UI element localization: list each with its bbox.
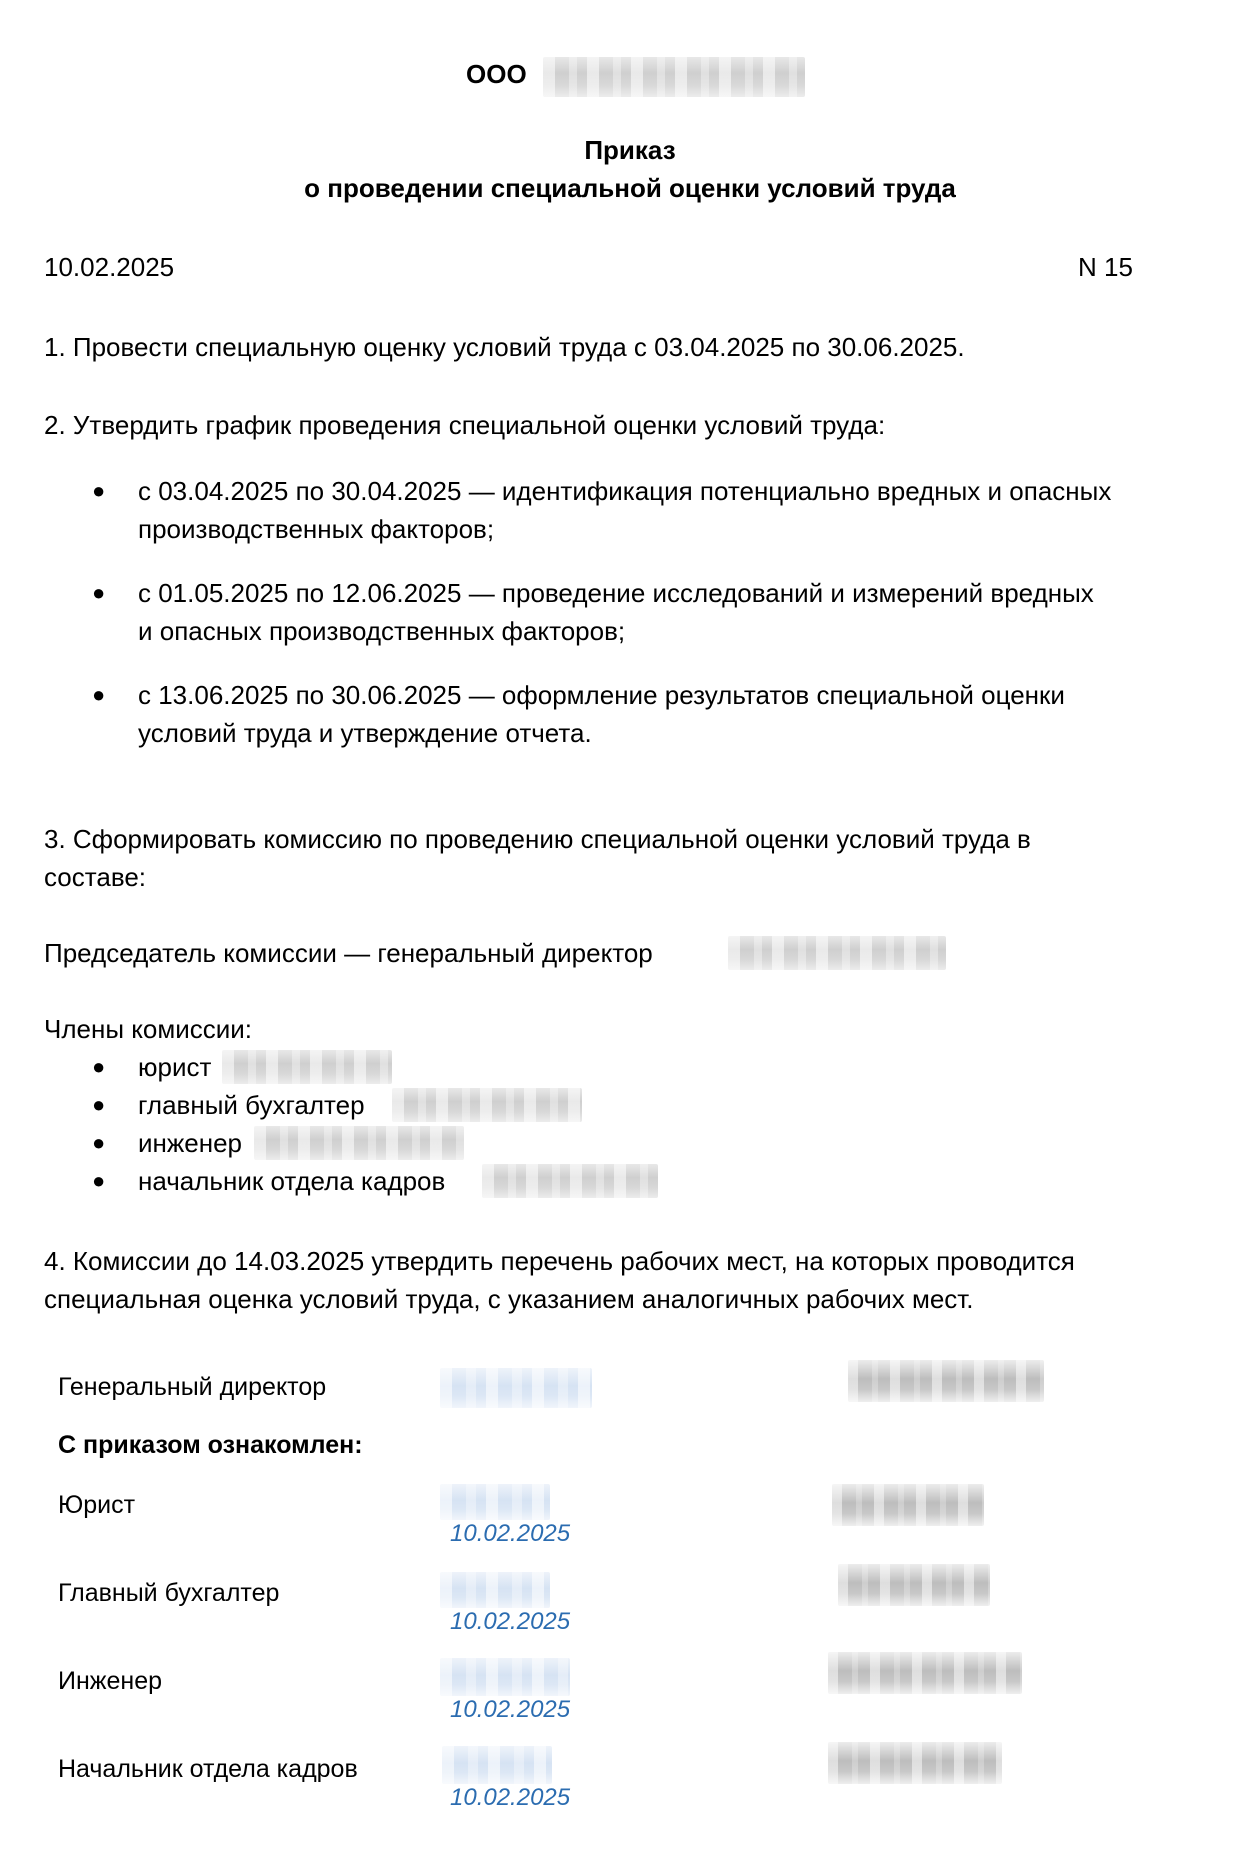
redacted-member-name [392, 1088, 582, 1122]
schedule-item-line1: с 01.05.2025 по 12.06.2025 — проведение исследований и измерений вредных [138, 578, 1094, 608]
schedule-item-line1: с 13.06.2025 по 30.06.2025 — оформление результатов специальной оценки [138, 680, 1065, 710]
director-signature [440, 1368, 592, 1408]
item-3-line2: составе: [44, 862, 147, 892]
bullet-icon: ● [92, 682, 106, 707]
document-number: N 15 [1078, 252, 1133, 282]
signature-role: Юрист [58, 1491, 136, 1519]
member-role: инженер [138, 1128, 243, 1158]
schedule-item-line1: с 03.04.2025 по 30.04.2025 — идентификация потенциально вредных и опасных [138, 476, 1112, 506]
bullet-icon: ● [92, 1092, 106, 1117]
members-label: Члены комиссии: [44, 1014, 253, 1044]
acquainted-label: С приказом ознакомлен: [58, 1431, 363, 1459]
member-role: начальник отдела кадров [138, 1166, 446, 1196]
member-role: юрист [138, 1052, 212, 1082]
item-4-line2: специальная оценка условий труда, с указанием аналогичных рабочих мест. [44, 1284, 974, 1314]
redacted-chairman-name [728, 936, 946, 970]
redacted-signer-name [832, 1484, 984, 1526]
redacted-member-name [222, 1050, 392, 1084]
bullet-icon: ● [92, 580, 106, 605]
redacted-signer-name [828, 1652, 1022, 1694]
signature-date: 10.02.2025 [450, 1784, 571, 1811]
director-label: Генеральный директор [58, 1373, 327, 1401]
signature-date: 10.02.2025 [450, 1608, 571, 1635]
bullet-icon: ● [92, 1168, 106, 1193]
item-2: 2. Утвердить график проведения специальной оценки условий труда: [44, 410, 886, 440]
signature-role: Главный бухгалтер [58, 1579, 280, 1607]
document-subtitle: о проведении специальной оценки условий труда [304, 173, 956, 203]
item-1: 1. Провести специальную оценку условий труда с 03.04.2025 по 30.06.2025. [44, 332, 965, 362]
signature-mark [440, 1572, 550, 1608]
signature-date: 10.02.2025 [450, 1696, 571, 1723]
chairman-line: Председатель комиссии — генеральный директор [44, 938, 653, 968]
bullet-icon: ● [92, 1130, 106, 1155]
redacted-member-name [254, 1126, 464, 1160]
org-prefix: ООО [466, 59, 527, 89]
document-title: Приказ [584, 135, 676, 165]
item-4-line1: 4. Комиссии до 14.03.2025 утвердить перечень рабочих мест, на которых проводится [44, 1246, 1075, 1276]
bullet-icon: ● [92, 1054, 106, 1079]
redacted-org-name [543, 57, 805, 97]
redacted-member-name [482, 1164, 658, 1198]
redacted-signer-name [838, 1564, 990, 1606]
redacted-director-name [848, 1360, 1044, 1402]
member-role: главный бухгалтер [138, 1090, 365, 1120]
schedule-item-line2: и опасных производственных факторов; [138, 616, 626, 646]
signature-role: Начальник отдела кадров [58, 1755, 358, 1783]
redacted-signer-name [828, 1742, 1002, 1784]
document-date: 10.02.2025 [44, 252, 175, 282]
item-3-line1: 3. Сформировать комиссию по проведению специальной оценки условий труда в [44, 824, 1031, 854]
signature-date: 10.02.2025 [450, 1520, 571, 1547]
schedule-item-line2: производственных факторов; [138, 514, 495, 544]
signature-role: Инженер [58, 1667, 163, 1695]
schedule-item-line2: условий труда и утверждение отчета. [138, 718, 592, 748]
bullet-icon: ● [92, 478, 106, 503]
signature-mark [440, 1484, 550, 1520]
signature-mark [442, 1746, 552, 1784]
signature-mark [440, 1658, 570, 1696]
